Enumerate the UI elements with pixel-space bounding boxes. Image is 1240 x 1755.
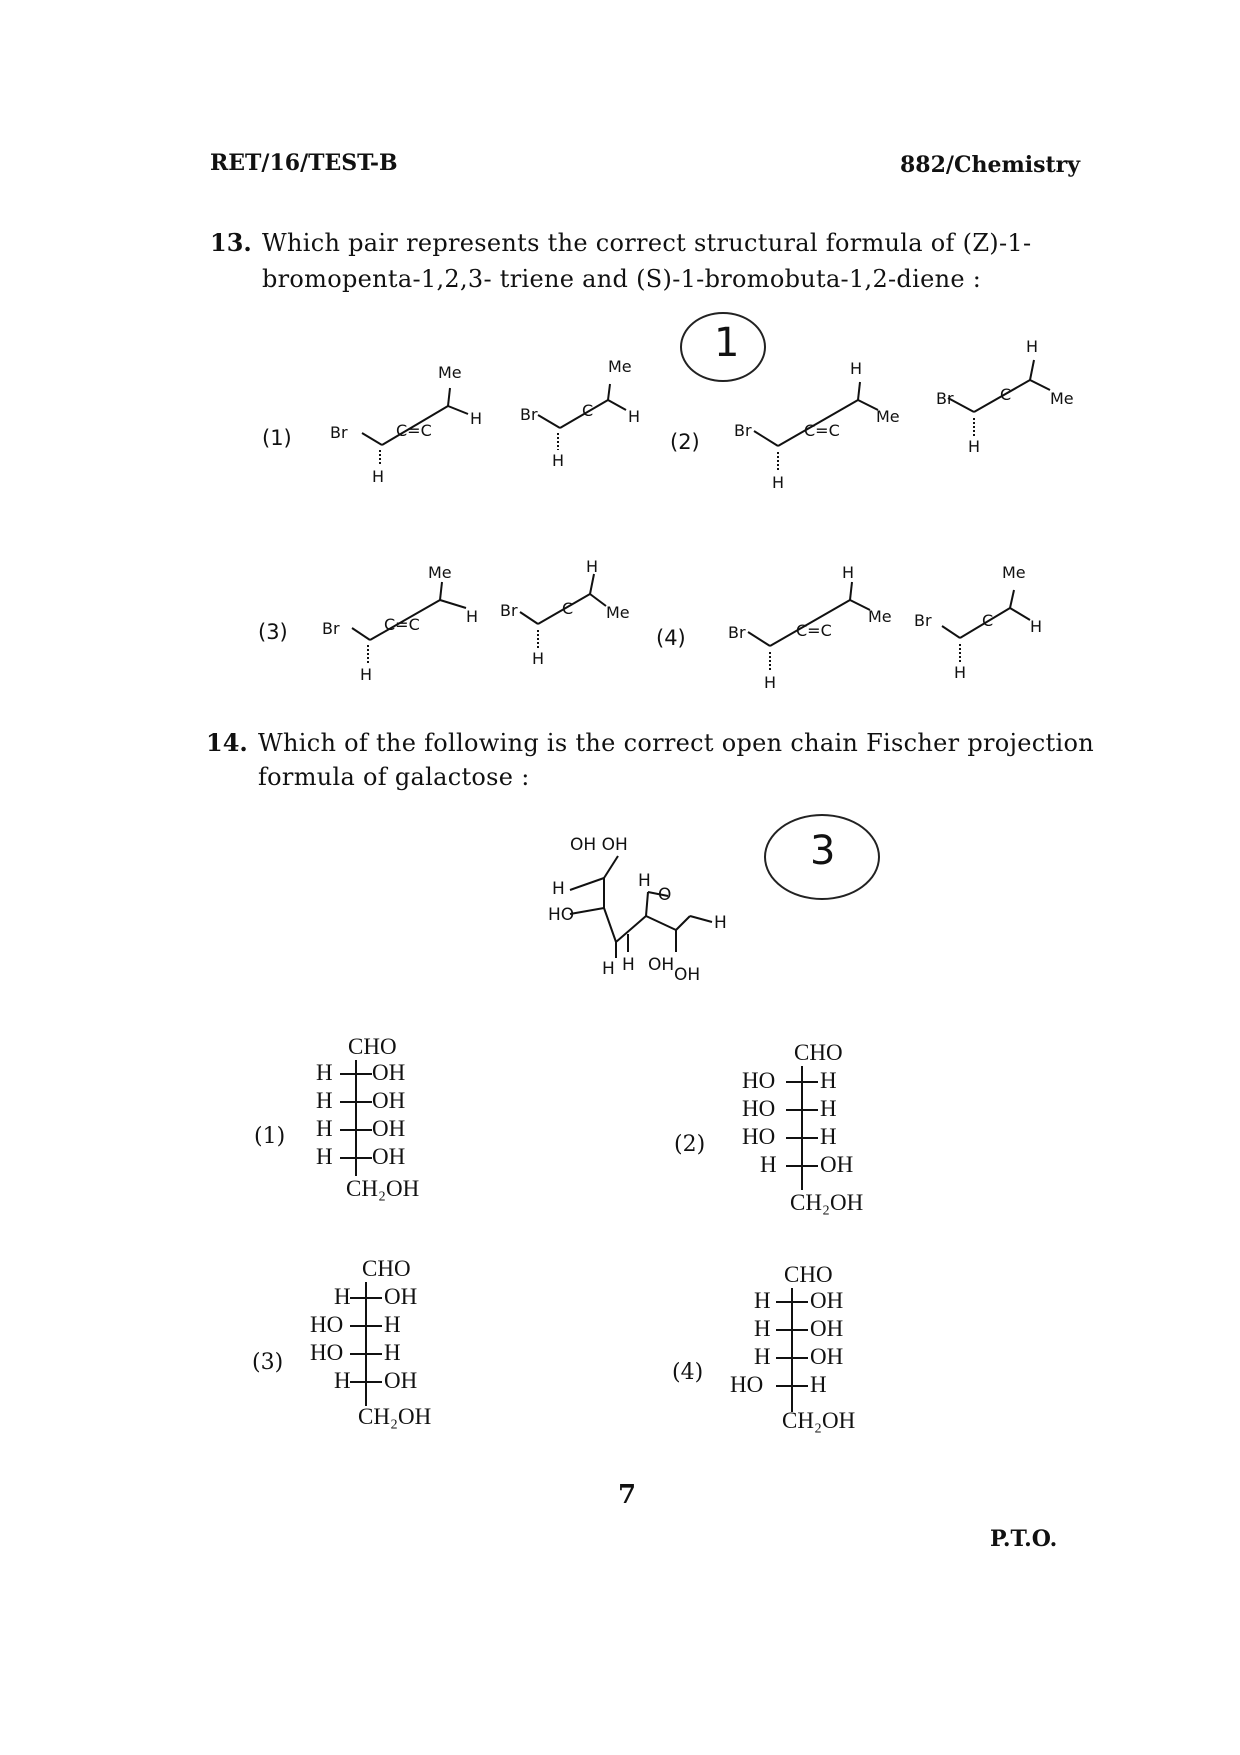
q14-answer-circle <box>764 814 880 900</box>
atom-h: H <box>470 409 483 428</box>
atom-br: Br <box>728 623 746 642</box>
atom-c: C <box>582 401 594 420</box>
fischer-bottom: CH₂OH <box>782 1408 856 1433</box>
fischer-top: CHO <box>794 1040 843 1065</box>
atom-br: Br <box>914 611 932 630</box>
q13-number: 13. <box>210 228 252 257</box>
fischer-right: H <box>820 1068 837 1093</box>
ring-oh: OH <box>648 955 675 975</box>
atom-me: Me <box>1050 389 1074 408</box>
q14-option-2-label: (2) <box>674 1132 706 1157</box>
q13-option-1-label: (1) <box>262 426 292 450</box>
atom-cc: C=C <box>796 621 832 640</box>
atom-h: H <box>764 673 777 692</box>
fischer-right: H <box>384 1312 401 1337</box>
ring-h: H <box>638 871 651 891</box>
fischer-right: H <box>810 1372 827 1397</box>
ring-oh: OH <box>674 965 701 980</box>
atom-me: Me <box>1002 563 1026 582</box>
fischer-left: HO <box>730 1372 764 1397</box>
atom-h: H <box>532 649 545 668</box>
fischer-left: H <box>316 1116 333 1141</box>
fischer-left: H <box>754 1288 771 1313</box>
atom-me: Me <box>428 563 452 582</box>
fischer-right: OH <box>810 1344 844 1369</box>
atom-h: H <box>372 467 385 486</box>
fischer-left: H <box>316 1144 333 1169</box>
fischer-right: OH <box>384 1284 418 1309</box>
atom-h: H <box>772 473 785 492</box>
ring-oh-oh: OH OH <box>570 835 628 855</box>
atom-br: Br <box>322 619 340 638</box>
fischer-projection-3 <box>308 1256 458 1436</box>
fischer-left: HO <box>310 1340 344 1365</box>
q13-option-4-label: (4) <box>656 626 686 650</box>
q13-option-3-label: (3) <box>258 620 288 644</box>
atom-h: H <box>1026 337 1039 356</box>
header-left: RET/16/TEST-B <box>210 150 398 176</box>
q14-line1: Which of the following is the correct open chain Fischer projection <box>258 729 1094 757</box>
fischer-top: CHO <box>362 1256 411 1281</box>
atom-me: Me <box>868 607 892 626</box>
fischer-right: OH <box>372 1088 406 1113</box>
fischer-right: OH <box>810 1316 844 1341</box>
atom-h: H <box>954 663 967 682</box>
atom-me: Me <box>438 363 462 382</box>
ring-h: H <box>622 955 635 975</box>
q13-option-2-label: (2) <box>670 430 700 454</box>
galactose-ring-structure <box>540 830 740 980</box>
atom-c: C <box>1000 385 1012 404</box>
fischer-right: OH <box>384 1368 418 1393</box>
atom-me: Me <box>608 357 632 376</box>
q14-line2: formula of galactose : <box>258 763 530 791</box>
fischer-bottom: CH₂OH <box>346 1176 420 1201</box>
fischer-right: OH <box>372 1116 406 1141</box>
fischer-left: H <box>754 1316 771 1341</box>
atom-br: Br <box>520 405 538 424</box>
fischer-top: CHO <box>348 1034 397 1059</box>
atom-cc: C=C <box>384 615 420 634</box>
atom-cc: C=C <box>396 421 432 440</box>
atom-br: Br <box>936 389 954 408</box>
q13-line2: bromopenta-1,2,3- triene and (S)-1-bromobuta-1,2-diene : <box>262 265 982 293</box>
ring-h: H <box>714 913 727 933</box>
atom-h: H <box>850 359 863 378</box>
fischer-left: H <box>760 1152 777 1177</box>
q14-option-4-label: (4) <box>672 1360 704 1385</box>
q14-option-3-label: (3) <box>252 1350 284 1375</box>
atom-h: H <box>586 557 599 576</box>
fischer-left: HO <box>310 1312 344 1337</box>
atom-h: H <box>1030 617 1043 636</box>
q14-number: 14. <box>206 728 248 757</box>
atom-c: C <box>562 599 574 618</box>
atom-br: Br <box>500 601 518 620</box>
fischer-left: H <box>334 1368 351 1393</box>
fischer-right: OH <box>372 1060 406 1085</box>
atom-h: H <box>552 451 565 470</box>
ring-h: H <box>552 879 565 899</box>
fischer-right: OH <box>810 1288 844 1313</box>
fischer-left: HO <box>742 1124 776 1149</box>
fischer-projection-2 <box>740 1040 890 1220</box>
atom-br: Br <box>734 421 752 440</box>
fischer-right: OH <box>820 1152 854 1177</box>
fischer-left: H <box>316 1088 333 1113</box>
fischer-bottom: CH₂OH <box>358 1404 432 1429</box>
fischer-projection-1 <box>316 1034 456 1204</box>
atom-br: Br <box>330 423 348 442</box>
header-right: 882/Chemistry <box>900 152 1081 178</box>
fischer-right: OH <box>372 1144 406 1169</box>
q14-answer-mark: 3 <box>810 828 836 874</box>
atom-me: Me <box>606 603 630 622</box>
pto-label: P.T.O. <box>990 1526 1058 1552</box>
q13-answer-mark: 1 <box>714 320 740 366</box>
atom-c: C <box>982 611 994 630</box>
atom-h: H <box>968 437 981 456</box>
atom-cc: C=C <box>804 421 840 440</box>
fischer-right: H <box>384 1340 401 1365</box>
q13-line1: Which pair represents the correct structural formula of (Z)-1- <box>262 229 1032 257</box>
ring-ho: HO <box>548 905 575 925</box>
fischer-projection-4 <box>730 1262 880 1442</box>
page-number: 7 <box>618 1480 637 1510</box>
atom-h: H <box>466 607 479 626</box>
fischer-left: H <box>334 1284 351 1309</box>
atom-h: H <box>842 563 855 582</box>
fischer-left: H <box>754 1344 771 1369</box>
atom-h: H <box>360 665 373 684</box>
fischer-right: H <box>820 1096 837 1121</box>
fischer-left: H <box>316 1060 333 1085</box>
q14-option-1-label: (1) <box>254 1124 286 1149</box>
fischer-top: CHO <box>784 1262 833 1287</box>
fischer-bottom: CH₂OH <box>790 1190 864 1215</box>
atom-h: H <box>628 407 641 426</box>
fischer-right: H <box>820 1124 837 1149</box>
ring-h: H <box>602 959 615 979</box>
fischer-left: HO <box>742 1068 776 1093</box>
q13-structures <box>0 0 1240 760</box>
ring-o: O <box>658 885 672 905</box>
atom-me: Me <box>876 407 900 426</box>
fischer-left: HO <box>742 1096 776 1121</box>
